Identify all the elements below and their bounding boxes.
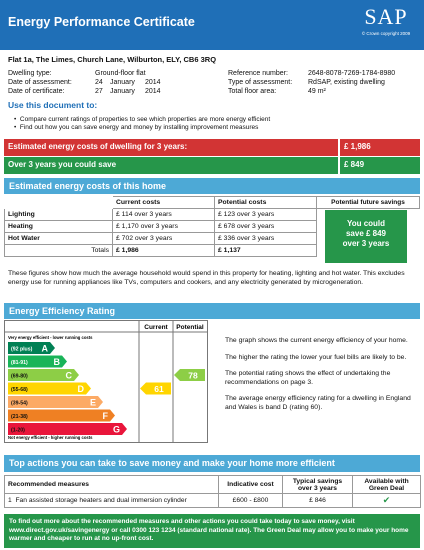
date-assessment-day: 24 — [95, 79, 103, 86]
band-range-label: (21-38) — [11, 414, 28, 420]
total-potential: £ 1,137 — [215, 245, 317, 257]
band-letter-label: D — [77, 384, 84, 394]
estimated-costs-bar — [4, 139, 420, 156]
rating-chart-svg — [5, 321, 207, 442]
table-header-row — [5, 476, 421, 494]
property-address: Flat 1a, The Limes, Church Lane, Wilburton, ELY, CB6 3RQ — [8, 55, 217, 64]
date-certificate-day: 27 — [95, 88, 103, 95]
date-certificate-month: January — [110, 88, 135, 95]
current-rating-value: 61 — [154, 384, 164, 394]
sap-logo: SAP © Crown copyright 2009 — [361, 4, 411, 36]
costs-table — [4, 196, 317, 257]
date-assessment-year: 2014 — [145, 79, 161, 86]
rating-band-g — [8, 423, 127, 435]
bullet-item: • Find out how you can save energy and money by installing improvement measures — [14, 124, 259, 131]
date-certificate-label: Date of certificate: — [8, 88, 65, 95]
date-assessment-month: January — [110, 79, 135, 86]
potential-rating-value: 78 — [188, 370, 198, 381]
band-range-label: (1-20) — [11, 427, 25, 434]
date-assessment-label: Date of assessment: — [8, 79, 72, 86]
col-measures: Recommended measures — [5, 476, 219, 494]
actions-table — [4, 475, 421, 508]
col-green-deal: Available with Green Deal — [353, 476, 421, 494]
band-range-label: (92 plus) — [11, 346, 33, 353]
col-indicative-cost: Indicative cost — [219, 476, 283, 494]
bottom-efficiency-label: Not energy efficient - higher running costs — [8, 435, 93, 440]
band-range-label: (81-91) — [11, 360, 28, 366]
band-range-label: (39-54) — [11, 400, 28, 407]
estimated-costs-value: £ 1,986 — [338, 139, 420, 156]
potential-savings-box: You could save £ 849 over 3 years — [325, 210, 407, 263]
col-potential-rating: Potential — [176, 324, 204, 331]
assessment-type-label: Type of assessment: — [228, 79, 293, 86]
totals-row — [5, 245, 317, 257]
table-row: Hot Water £ 702 over 3 years £ 336 over 3 years — [5, 233, 317, 245]
totals-label: Totals — [5, 245, 113, 257]
reference-value: 2648-8078-7269-1784-8980 — [308, 70, 396, 77]
page-title: Energy Performance Certificate — [8, 15, 195, 29]
col-current-rating: Current — [144, 324, 168, 331]
footer-info: To find out more about the recommended measures and other actions you could take today to save money, visit www.direct.gov.uk/savingenergy or call 0300 123 1234 (standard national rate). The Green Deal may allow you to make your home warmer and cheaper to run at no up-front cost. — [4, 514, 420, 548]
table-row: Lighting £ 114 over 3 years £ 123 over 3 years — [5, 209, 317, 221]
use-document-heading: Use this document to: — [8, 100, 98, 110]
band-letter-label: E — [89, 397, 96, 408]
rating-section-heading: Energy Efficiency Rating — [4, 303, 420, 319]
col-potential-costs: Potential costs — [215, 197, 317, 209]
use-document-bullets — [14, 116, 270, 132]
date-certificate-year: 2014 — [145, 88, 161, 95]
save-value: £ 849 — [338, 157, 420, 174]
band-letter-label: F — [102, 411, 108, 421]
header-banner — [0, 0, 424, 50]
band-range-label: (69-80) — [11, 373, 28, 380]
top-efficiency-label: Very energy efficient - lower running costs — [8, 335, 93, 340]
reference-label: Reference number: — [228, 70, 288, 77]
bullet-item: • Compare current ratings of properties to see which properties are more energy efficient — [14, 116, 271, 123]
check-icon: ✔ — [353, 494, 421, 508]
dwelling-type-label: Dwelling type: — [8, 70, 52, 77]
actions-section-heading: Top actions you can take to save money and make your home more efficient — [4, 455, 420, 472]
dwelling-type-value: Ground-floor flat — [95, 70, 146, 77]
total-current: £ 1,986 — [113, 245, 215, 257]
save-label: Over 3 years you could save — [8, 160, 117, 169]
property-details — [8, 70, 418, 97]
band-letter-label: B — [53, 357, 60, 367]
table-row: 1 Fan assisted storage heaters and dual immersion cylinder £600 - £800 £ 846 ✔ — [5, 494, 421, 508]
table-header-row — [5, 197, 317, 209]
band-range-label: (55-68) — [11, 387, 28, 393]
energy-rating-chart — [4, 320, 208, 443]
costs-explanation: These figures show how much the average household would spend in this property for heating, lighting and hot water. This excludes energy use for running appliances like TVs, computers and cookers, and any electricity generated by microgeneration. — [8, 270, 405, 286]
table-row: Heating £ 1,170 over 3 years £ 678 over 3 years — [5, 221, 317, 233]
col-typical-savings: Typical savings over 3 years — [283, 476, 353, 494]
col-current-costs: Current costs — [113, 197, 215, 209]
band-letter-label: G — [112, 424, 120, 435]
floor-area-value: 49 m² — [308, 88, 326, 95]
rating-explanation: The graph shows the current energy efficiency of your home. The higher the rating the lower your fuel bills are likely to be. The potential rating shows the effect of undertaking the recommendations on page 3. The average energy efficiency rating for a dwelling in England and Wales is band D (rating 60). — [225, 337, 411, 411]
estimated-costs-label: Estimated energy costs of dwelling for 3 years: — [8, 142, 188, 151]
assessment-type-value: RdSAP, existing dwelling — [308, 79, 385, 86]
costs-section-heading: Estimated energy costs of this home — [4, 178, 420, 194]
save-bar — [4, 157, 420, 174]
band-letter-label: C — [65, 370, 72, 381]
band-letter-label: A — [41, 343, 48, 354]
floor-area-label: Total floor area: — [228, 88, 277, 95]
col-potential-savings: Potential future savings — [316, 196, 420, 209]
